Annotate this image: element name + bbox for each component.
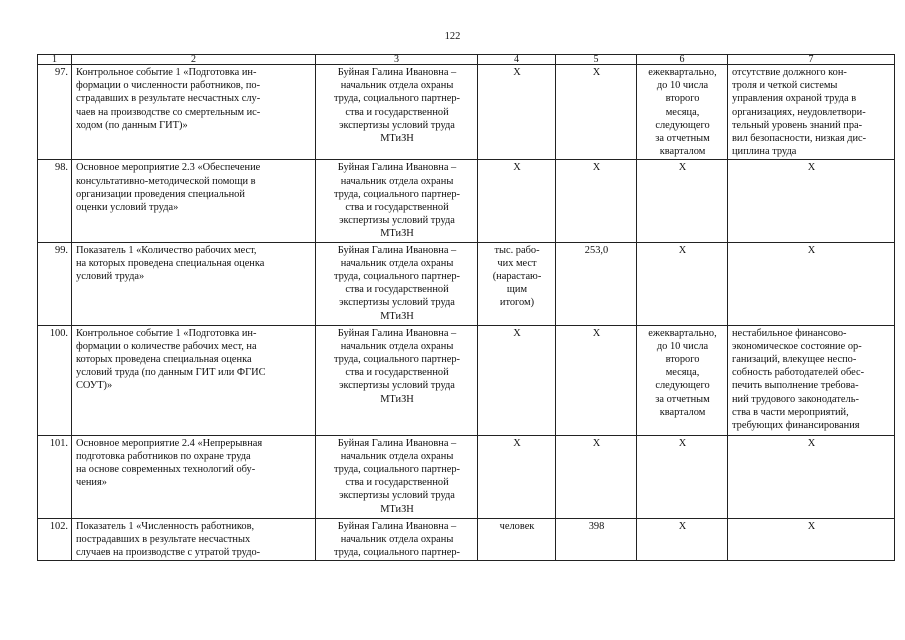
row-number: 101. bbox=[38, 435, 72, 518]
row-unit: Х bbox=[478, 160, 556, 242]
row-risk: нестабильное финансово- экономическое состояние ор- ганизаций, влекущее неспо- собность работодателей обес- печить выполнение требова- ний трудового законодатель- ства в части мероприятий, требующих финансирования bbox=[728, 325, 895, 435]
row-unit: Х bbox=[478, 325, 556, 435]
column-number: 3 bbox=[316, 55, 478, 65]
table-row bbox=[38, 325, 895, 435]
row-unit: Х bbox=[478, 435, 556, 518]
row-name: Показатель 1 «Численность работников, пострадавших в результате несчастных случаев на производстве с утратой трудо- bbox=[72, 518, 316, 561]
row-number: 100. bbox=[38, 325, 72, 435]
row-value: Х bbox=[556, 435, 637, 518]
row-risk: отсутствие должного кон- троля и четкой системы управления охраной труда в организациях, неудовлетвори- тельный уровень знаний пра- вил безопасности, низкая дис- циплина труда bbox=[728, 65, 895, 160]
column-number: 5 bbox=[556, 55, 637, 65]
table-row bbox=[38, 242, 895, 325]
page-number: 122 bbox=[444, 31, 461, 42]
column-number: 4 bbox=[478, 55, 556, 65]
row-value: Х bbox=[556, 160, 637, 242]
table-row bbox=[38, 518, 895, 561]
row-unit: Х bbox=[478, 65, 556, 160]
row-risk: Х bbox=[728, 435, 895, 518]
row-number: 97. bbox=[38, 65, 72, 160]
column-number: 2 bbox=[72, 55, 316, 65]
row-name: Основное мероприятие 2.3 «Обеспечение консультативно-методической помощи в организации проведения специальной оценки условий труда» bbox=[72, 160, 316, 242]
row-deadline: Х bbox=[637, 160, 728, 242]
table-row bbox=[38, 65, 895, 160]
row-unit: человек bbox=[478, 518, 556, 561]
row-value: 253,0 bbox=[556, 242, 637, 325]
row-risk: Х bbox=[728, 518, 895, 561]
row-responsible: Буйная Галина Ивановна – начальник отдела охраны труда, социального партнер- ства и государственной экспертизы условий труда МТиЗН bbox=[316, 160, 478, 242]
row-name: Контрольное событие 1 «Подготовка ин- формации о численности работников, по- страдавших в результате несчастных слу- чаев на производстве со смертельным ис- ходом (по данным ГИТ)» bbox=[72, 65, 316, 160]
row-risk: Х bbox=[728, 242, 895, 325]
column-number: 6 bbox=[637, 55, 728, 65]
row-number: 98. bbox=[38, 160, 72, 242]
row-value: 398 bbox=[556, 518, 637, 561]
row-responsible: Буйная Галина Ивановна – начальник отдела охраны труда, социального партнер- ства и государственной экспертизы условий труда МТиЗН bbox=[316, 65, 478, 160]
measures-table bbox=[37, 54, 895, 561]
row-deadline: Х bbox=[637, 518, 728, 561]
row-responsible: Буйная Галина Ивановна – начальник отдела охраны труда, социального партнер- ства и государственной экспертизы условий труда МТиЗН bbox=[316, 325, 478, 435]
row-risk: Х bbox=[728, 160, 895, 242]
table-row bbox=[38, 160, 895, 242]
column-number-row bbox=[38, 55, 895, 65]
row-unit: тыс. рабо- чих мест (нарастаю- щим итогом) bbox=[478, 242, 556, 325]
row-deadline: ежеквартально, до 10 числа второго месяца, следующего за отчетным кварталом bbox=[637, 325, 728, 435]
row-value: Х bbox=[556, 325, 637, 435]
column-number: 1 bbox=[38, 55, 72, 65]
row-responsible: Буйная Галина Ивановна – начальник отдела охраны труда, социального партнер- bbox=[316, 518, 478, 561]
table-row bbox=[38, 435, 895, 518]
row-responsible: Буйная Галина Ивановна – начальник отдела охраны труда, социального партнер- ства и государственной экспертизы условий труда МТиЗН bbox=[316, 242, 478, 325]
row-name: Контрольное событие 1 «Подготовка ин- формации о количестве рабочих мест, на которых проведена специальная оценка условий труда (по данным ГИТ или ФГИС СОУТ)» bbox=[72, 325, 316, 435]
row-name: Основное мероприятие 2.4 «Непрерывная подготовка работников по охране труда на основе современных технологий обу- чения» bbox=[72, 435, 316, 518]
row-number: 102. bbox=[38, 518, 72, 561]
row-deadline: Х bbox=[637, 435, 728, 518]
row-responsible: Буйная Галина Ивановна – начальник отдела охраны труда, социального партнер- ства и государственной экспертизы условий труда МТиЗН bbox=[316, 435, 478, 518]
row-deadline: Х bbox=[637, 242, 728, 325]
row-number: 99. bbox=[38, 242, 72, 325]
row-value: Х bbox=[556, 65, 637, 160]
row-name: Показатель 1 «Количество рабочих мест, на которых проведена специальная оценка условий труда» bbox=[72, 242, 316, 325]
column-number: 7 bbox=[728, 55, 895, 65]
row-deadline: ежеквартально, до 10 числа второго месяца, следующего за отчетным кварталом bbox=[637, 65, 728, 160]
